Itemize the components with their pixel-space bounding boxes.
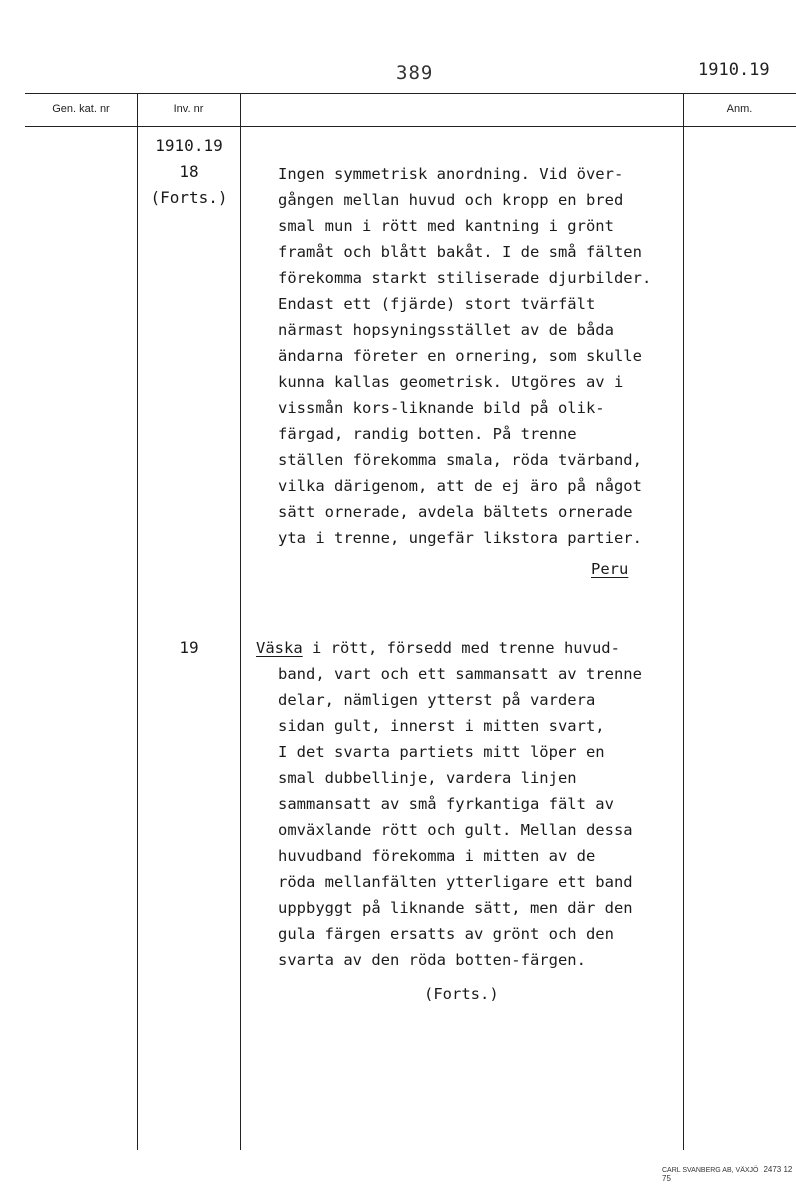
text-line: band, vart och ett sammansatt av trenne	[278, 665, 642, 683]
text-line-first	[256, 635, 620, 661]
entry-18-inv-number	[137, 133, 241, 211]
text-line: gula färgen ersatts av grönt och den	[278, 925, 614, 943]
text-line: I det svarta partiets mitt löper en	[278, 743, 605, 761]
text-line: ändarna företer en ornering, som skulle	[278, 347, 642, 365]
text-line: Endast ett (fjärde) stort tvärfält	[278, 295, 596, 313]
text-line: huvudband förekomma i mitten av de	[278, 847, 596, 865]
text-line: gången mellan huvud och kropp en bred	[278, 191, 624, 209]
table-top-border	[25, 93, 796, 94]
column-anm: Anm.	[726, 103, 753, 115]
text-line: vilka därigenom, att de ej äro på något	[278, 477, 642, 495]
text-line: vissmån kors-liknande bild på olik-	[278, 399, 605, 417]
text-line: sidan gult, innerst i mitten svart,	[278, 717, 605, 735]
text-line: Ingen symmetrisk anordning. Vid över-	[278, 165, 624, 183]
text-line: delar, nämligen ytterst på vardera	[278, 691, 596, 709]
text-line: smal mun i rött med kantning i grönt	[278, 217, 614, 235]
text-line: svarta av den röda botten-färgen.	[278, 951, 586, 969]
col-divider-anm	[683, 93, 684, 1150]
table-header-border	[25, 126, 796, 127]
inv-line: (Forts.)	[150, 188, 228, 207]
col-divider-inv	[240, 93, 241, 1150]
object-title: Väska	[256, 639, 303, 657]
text-line: yta i trenne, ungefär likstora partier.	[278, 529, 642, 547]
column-inv-nr: Inv. nr	[173, 103, 204, 115]
entry-19-inv-number	[137, 635, 241, 661]
text-line: omväxlande rött och gult. Mellan dessa	[278, 821, 633, 839]
column-gen-kat-nr: Gen. kat. nr	[52, 103, 110, 115]
text-line: färgad, randig botten. På trenne	[278, 425, 577, 443]
text-line: kunna kallas geometrisk. Utgöres av i	[278, 373, 624, 391]
text-line: förekomma starkt stiliserade djurbilder.	[278, 269, 652, 287]
text-line: ställen förekomma smala, röda tvärband,	[278, 451, 642, 469]
inv-line: 19	[179, 638, 199, 657]
text-line: framåt och blått bakåt. I de små fälten	[278, 243, 642, 261]
text-line: smal dubbellinje, vardera linjen	[278, 769, 577, 787]
col-divider-gen	[137, 93, 138, 1150]
catalog-reference: 1910.19	[698, 60, 770, 80]
text-line: närmast hopsyningsstället av de båda	[278, 321, 614, 339]
text-line: röda mellanfälten ytterligare ett band	[278, 873, 633, 891]
form-code: 2473 12 75	[662, 1165, 793, 1183]
origin-label: Peru	[591, 560, 629, 578]
text-line: uppbyggt på liknande sätt, men där den	[278, 899, 633, 917]
text-line: sätt ornerade, avdela bältets ornerade	[278, 503, 633, 521]
printer-imprint	[662, 1165, 796, 1183]
inv-line: 1910.19	[155, 136, 223, 155]
printer-name: CARL SVANBERG AB, VÄXJÖ	[662, 1167, 759, 1174]
page-number: 389	[396, 62, 434, 84]
inv-line: 18	[179, 162, 199, 181]
text-line: sammansatt av små fyrkantiga fält av	[278, 795, 614, 813]
first-line-rest: i rött, försedd med trenne huvud-	[302, 639, 620, 657]
continued-marker: (Forts.)	[424, 985, 499, 1003]
